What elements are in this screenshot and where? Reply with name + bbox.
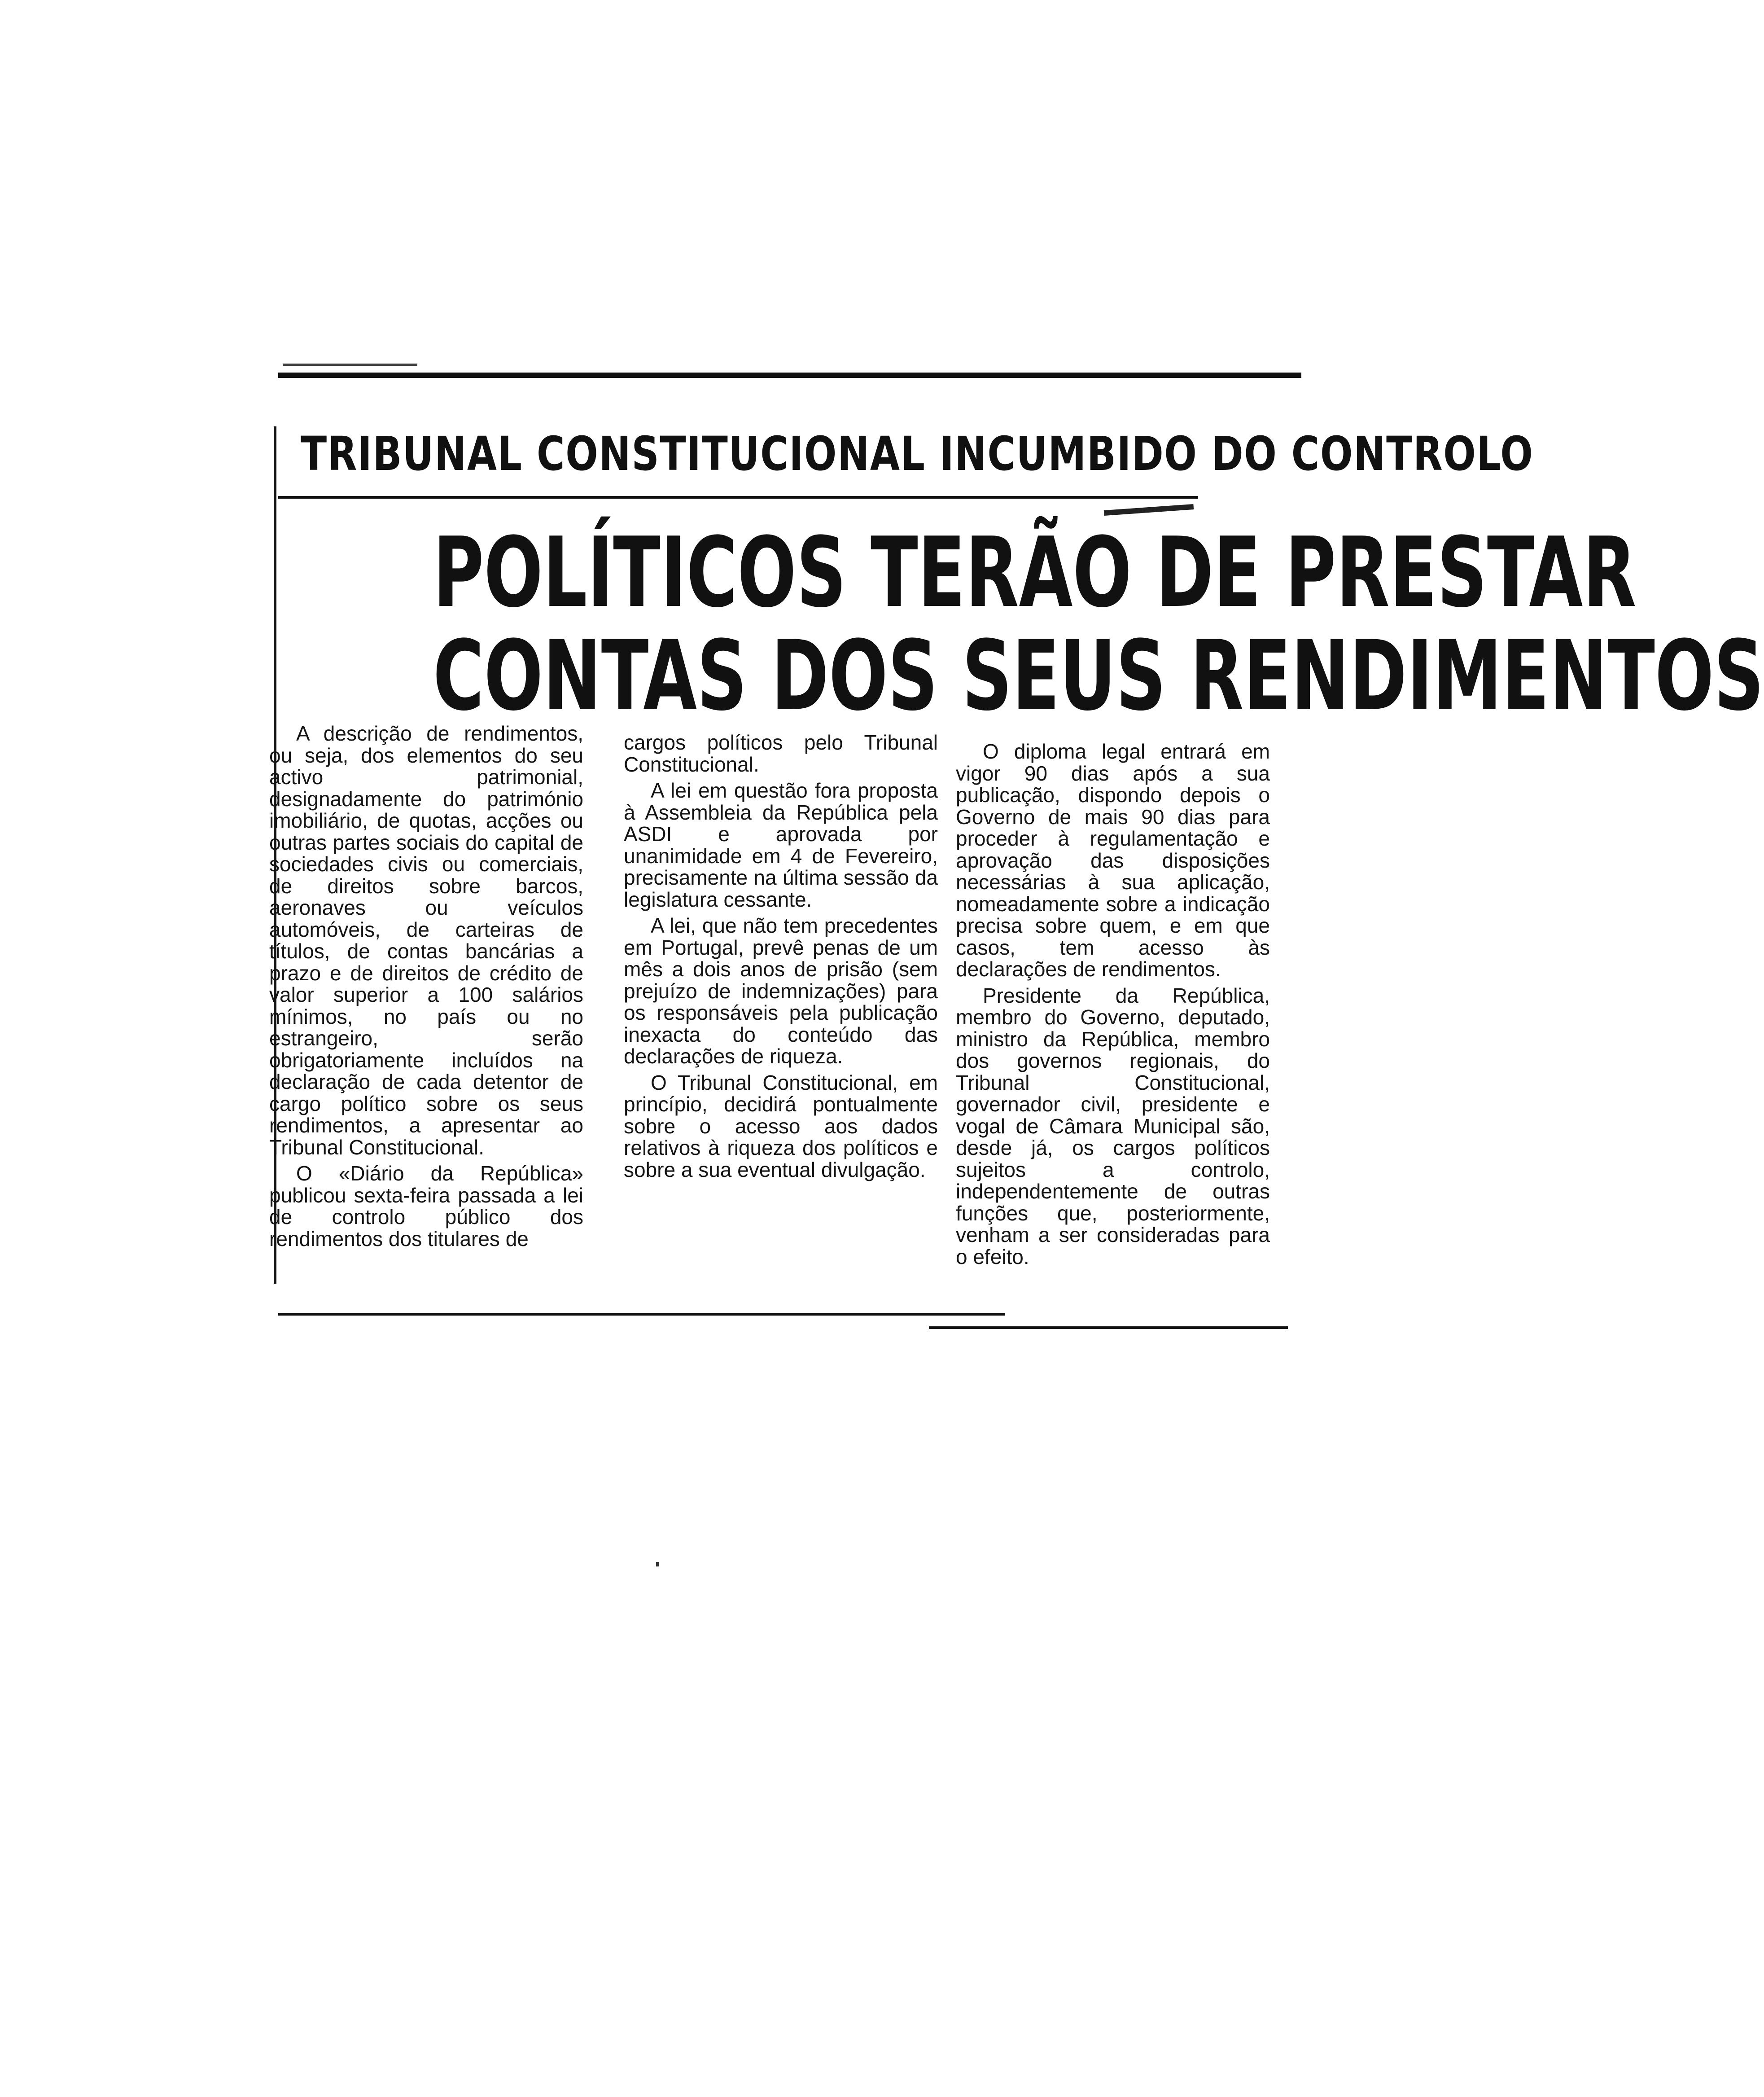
- bottom-rule: [278, 1313, 1005, 1316]
- pen-mark-icon: [1104, 504, 1194, 516]
- top-dash-rule: [283, 364, 417, 366]
- top-rule-thick: [278, 373, 1301, 378]
- paragraph: A lei em questão fora proposta à Assembleia da República pela ASDI e aprovada por unanimidade em 4 de Fevereiro, precisamente na última sessão da legislatura cessante.: [624, 779, 938, 911]
- article-column-3: [956, 741, 1270, 1268]
- paragraph: A descrição de rendimentos, ou seja, dos elementos do seu activo patrimonial, designadamente do património imobiliário, de quotas, acções ou outras partes sociais do capital de sociedades civis ou comerciais, de direitos sobre barcos, aeronaves ou veículos automóveis, de carteiras de títulos, de contas bancárias a prazo e de direitos de crédito de valor superior a 100 salários mínimos, no país ou no estrangeiro, serão obrigatoriamente incluídos na declaração de cada detentor de cargo político sobre os seus rendimentos, a apresentar ao Tribunal Constitucional.: [269, 722, 583, 1159]
- paragraph: cargos políticos pelo Tribunal Constitucional.: [624, 731, 938, 776]
- kicker-underline: [278, 496, 1198, 499]
- newspaper-clipping: [269, 359, 1764, 1347]
- speck-mark-icon: [656, 1562, 659, 1566]
- headline-line-2: CONTAS DOS SEUS RENDIMENTOS: [433, 619, 1764, 732]
- article-kicker: TRIBUNAL CONSTITUCIONAL INCUMBIDO DO CONTROLO: [301, 426, 1534, 481]
- paragraph: O «Diário da República» publicou sexta-feira passada a lei de controlo público dos rendimentos dos titulares de: [269, 1162, 583, 1250]
- article-column-1: [269, 723, 583, 1250]
- paragraph: O diploma legal entrará em vigor 90 dias após a sua publicação, dispondo depois o Governo de mais 90 dias para proceder à regulamentação e aprovação das disposições necessárias à sua aplicação, nomeadamente sobre a indicação precisa sobre quem, e em que casos, tem acesso às declarações de rendimentos.: [956, 740, 1270, 981]
- bottom-rule-right: [929, 1326, 1288, 1329]
- paragraph: A lei, que não tem precedentes em Portugal, prevê penas de um mês a dois anos de prisão (sem prejuízo de indemnizações) para os responsáveis pela publicação inexacta do conteúdo das declarações de riqueza.: [624, 914, 938, 1068]
- headline-line-1: POLÍTICOS TERÃO DE PRESTAR: [433, 516, 1637, 629]
- article-column-2: [624, 732, 938, 1180]
- paragraph: Presidente da República, membro do Governo, deputado, ministro da República, membro dos governos regionais, do Tribunal Constitucional, governador civil, presidente e vogal de Câmara Municipal são, desde já, os cargos políticos sujeitos a controlo, independentemente de outras funções que, posteriormente, venham a ser consideradas para o efeito.: [956, 983, 1270, 1268]
- paragraph: O Tribunal Constitucional, em princípio, decidirá pontualmente sobre o acesso aos dados relativos à riqueza dos políticos e sobre a sua eventual divulgação.: [624, 1070, 938, 1181]
